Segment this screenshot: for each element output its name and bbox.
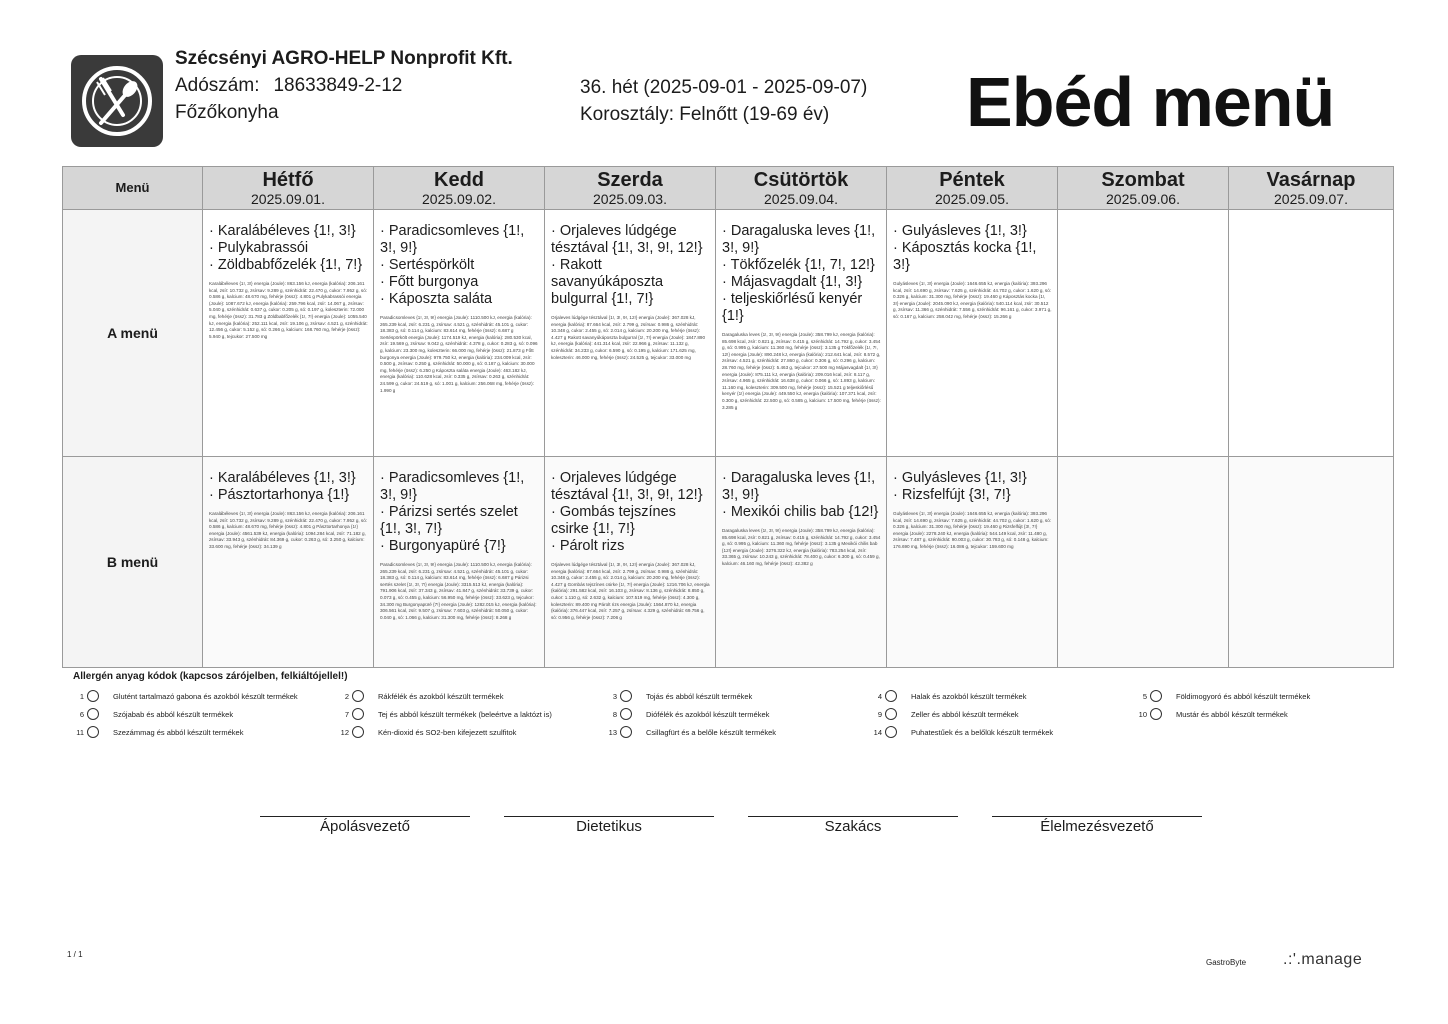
allergen-item: 4 Halak és azokból készült termékek xyxy=(877,692,1027,701)
week-range: 36. hét (2025-09-01 - 2025-09-07) xyxy=(580,77,868,98)
allergen-item: 3 Tojás és abból készült termékek xyxy=(612,692,753,701)
day-date: 2025.09.06. xyxy=(1106,190,1180,207)
menu-cell xyxy=(1229,210,1394,457)
egg-icon xyxy=(620,690,632,702)
allergen-item: 7 Tej és abból készült termékek (beleértve a laktózt is) xyxy=(344,710,552,719)
nutrition-info: Orjaleves lúdgége tésztával {1!, 3!, 9!, 12!} energia (Joule): 367.028 kJ, energia (kalória): 87.664 kcal, zsír: 2.799 g, zsírsav: 0.986 g, szénhidrát: 10.348 g, cukor: 2.455 g, só: 2.014 g, kalcium: 20.200 mg, fehérje (össz): 4.427 g Rakott savanyúkáposzta bulgurral {1!, 7!} energia (Joule): 1847.890 kJ, energia (kalória): 441.314 kcal, zsír: 22.966 g, zsírsav: 11.132 g, szénhidrát: 34.233 g, cukor: 6.590 g, só: 0.195 g, kalcium: 171.625 mg, koleszterin: 46.000 mg, fehérje (össz): 24.525 g, tejcukor: 33.000 mg xyxy=(551,315,705,360)
menu-cell xyxy=(545,210,716,457)
signature-label: Dietetikus xyxy=(576,818,642,835)
allergen-item: 12 Kén-dioxid és SO2-ben kifejezett szulfitok xyxy=(340,728,517,737)
page-number: 1 / 1 xyxy=(67,950,83,959)
menu-cell xyxy=(1229,457,1394,668)
dish-list: · Daragaluska leves {1!, 3!, 9!} · Tökfőzelék {1!, 7!, 12!} · Májasvagdalt {1!, 3!} · teljeskiőrlésű kenyér {1!} xyxy=(722,223,876,324)
menu-cell xyxy=(887,210,1058,457)
dish-list: · Gulyásleves {1!, 3!} · Rizsfelfújt {3!, 7!} xyxy=(893,470,1027,503)
tax-label: Adószám: xyxy=(175,75,260,96)
menu-cell xyxy=(374,210,545,457)
day-date: 2025.09.03. xyxy=(593,190,667,207)
signature-line xyxy=(748,816,958,817)
signature-line xyxy=(504,816,714,817)
nutrition-info: Karalábéleves {1!, 3!} energia (Joule): 863.156 kJ, energia (kalória): 206.161 kcal, zsír: 10.732 g, zsírsav: 9.289 g, szénhidrát: 22.470 g, cukor: 7.952 g, só: 0.586 g, kalcium: 48.670 mg, fehérje (össz): 4.801 g Pulykabrassói energia (Joule): 1087.672 kJ, energia (kalória): 259.796 kcal, zsír: 14.067 g, zsírsav: 5.040 g, szénhidrát: 0.637 g, cukor: 0.205 g, só: 0.197 g, koleszterin: 72.000 mg, fehérje (össz): 31.783 g Zöldbabfőzelék {1!, 7!} energia (Joule): 1055.540 kJ, energia (kalória): 252.111 kcal, zsír: 19.106 g, zsírsav: 4.521 g, szénhidrát: 12.456 g, cukor: 5.152 g, só: 0.266 g, kalcium: 168.760 mg, fehérje (össz): 5.940 g, tejcukor: 27.500 mg xyxy=(209,281,368,339)
signature-label: Szakács xyxy=(824,818,882,835)
wheat-icon xyxy=(87,690,99,702)
sesame-icon xyxy=(87,726,99,738)
company-name: Szécsényi AGRO-HELP Nonprofit Kft. xyxy=(175,48,513,69)
allergen-item: 9 Zeller és abból készült termékek xyxy=(877,710,1019,719)
allergen-item: 5 Földimogyoró és abból készült termékek xyxy=(1142,692,1311,701)
day-header-saturday xyxy=(1058,167,1229,210)
table-header-row xyxy=(63,167,1394,210)
day-name: Hétfő xyxy=(262,168,314,191)
allergen-item: 11 Szezámmag és abból készült termékek xyxy=(76,728,244,737)
nutrition-info: Paradicsomleves {1!, 3!, 9!} energia (Joule): 1110.500 kJ, energia (kalória): 265.239 kcal, zsír: 6.231 g, zsírsav: 4.521 g, szénhidrát: 45.101 g, cukor: 18.383 g, só: 0.114 g, kalcium: 83.614 mg, fehérje (össz): 6.687 g Sertéspörkölt energia (Joule): 1174.519 kJ, energia (kalória): 280.530 kcal, zsír: 19.569 g, zsírsav: 9.042 g, szénhidrát: 4.378 g, cukor: 0.283 g, só: 0.096 g, kalcium: 23.300 mg, koleszterin: 66.000 mg, fehérje (össz): 21.873 g Főtt burgonya energia (Joule): 979.750 kJ, energia (kalória): 234.009 kcal, zsír: 0.500 g, zsírsav: 0.250 g, szénhidrát: 50.000 g, só: 0.187 g, kalcium: 30.000 mg, fehérje (össz): 6.250 g Káposzta saláta energia (Joule): 463.182 kJ, energia (kalória): 110.628 kcal, zsír: 0.335 g, zsírsav: 0.263 g, szénhidrát: 24.599 g, cukor: 24.519 g, só: 1.001 g, kalcium: 256.068 mg, fehérje (össz): 1.990 g xyxy=(380,315,538,393)
day-date: 2025.09.02. xyxy=(422,190,496,207)
nutrition-info: Gulyásleves {1!, 3!} energia (Joule): 1646.655 kJ, energia (kalória): 393.296 kcal, zsír: 14.690 g, zsírsav: 7.625 g, szénhidrát: 44.702 g, cukor: 1.620 g, só: 0.326 g, kalcium: 31.300 mg, fehérje (össz): 19.460 g Káposztás kocka {1!, 3!} energia (Joule): 2045.090 kJ, energia (kalória): 540.114 kcal, zsír: 30.512 g, zsírsav: 11.366 g, szénhidrát: 7.556 g, szénhidrát: 96.161 g, cukor: 3.971 g, só: 0.167 g, kalcium: 258.042 mg, fehérje (össz): 15.266 g xyxy=(893,281,1052,319)
signature-label: Ápolásvezető xyxy=(319,818,411,835)
menu-table xyxy=(62,166,1394,668)
nutrition-info: Paradicsomleves {1!, 3!, 9!} energia (Joule): 1110.500 kJ, energia (kalória): 265.239 kcal, zsír: 6.231 g, zsírsav: 4.521 g, szénhidrát: 45.101 g, cukor: 18.383 g, só: 0.114 g, kalcium: 83.614 mg, fehérje (össz): 6.687 g Párizsi sertés szelet {1!, 3!, 7!} energia (Joule): 3315.513 kJ, energia (kalória): 791.906 kcal, zsír: 37.343 g, zsírsav: 41.847 g, szénhidrát: 33.739 g, cukor: 0.073 g, só: 0.455 g, kalcium: 56.950 mg, fehérje (össz): 33.623 g, tejcukor: 34.300 mg Burgonyapüré {7!} energia (Joule): 1282.015 kJ, energia (kalória): 306.561 kcal, zsír: 9.507 g, zsírsav: 7.603 g, szénhidrát: 50.050 g, cukor: 0.040 g, só: 1.066 g, kalcium: 31.300 mg, fehérje (össz): 8.268 g xyxy=(380,562,537,620)
day-header-thursday xyxy=(716,167,887,210)
nutrition-info: Gulyásleves {1!, 3!} energia (Joule): 1646.655 kJ, energia (kalória): 393.296 kcal, zsír: 14.690 g, zsírsav: 7.625 g, szénhidrát: 44.702 g, cukor: 1.620 g, só: 0.326 g, kalcium: 31.300 mg, fehérje (össz): 19.460 g Rizsfelfújt {3!, 7!} energia (Joule): 2278.240 kJ, energia (kalória): 544.149 kcal, zsír: 11.480 g, zsírsav: 7.487 g, szénhidrát: 90.003 g, cukor: 30.783 g, só: 0.148 g, kalcium: 176.690 mg, fehérje (össz): 16.086 g, tejcukor: 159.600 mg xyxy=(893,511,1052,549)
day-name: Kedd xyxy=(434,168,484,191)
manage-logo: .:'.manage xyxy=(1283,951,1363,968)
day-header-tuesday xyxy=(374,167,545,210)
menu-row-a xyxy=(63,210,1394,457)
nutrition-info: Daragaluska leves {1!, 3!, 9!} energia (Joule): 358.799 kJ, energia (kalória): 85.698 kcal, zsír: 0.821 g, zsírsav: 0.415 g, szénhidrát: 14.792 g, cukor: 3.454 g, só: 0.995 g, kalcium: 11.360 mg, fehérje (össz): 3.135 g Tökfőzelék {1!, 7!, 12!} energia (Joule): 890.248 kJ, energia (kalória): 212.641 kcal, zsír: 8.572 g, zsírsav: 4.521 g, szénhidrát: 27.860 g, cukor: 0.306 g, só: 0.296 g, kalcium: 28.760 mg, fehérje (össz): 5.463 g, tejcukor: 27.500 mg Májasvagdalt {1!, 3!} energia (Joule): 875.111 kJ, energia (kalória): 209.016 kcal, zsír: 8.117 g, zsírsav: 4.965 g, szénhidrát: 16.638 g, cukor: 0.066 g, só: 1.893 g, kalcium: 11.160 mg, koleszterin: 309.500 mg, fehérje (össz): 15.521 g teljeskiőrlésű kenyér {1!} energia (Joule): 449.550 kJ, energia (kalória): 107.371 kcal, zsír: 0.300 g, szénhidrát: 22.500 g, só: 0.585 g, kalcium: 17.500 mg, fehérje (össz): 3.285 g xyxy=(722,332,881,410)
lupin-icon xyxy=(620,726,632,738)
day-header-sunday xyxy=(1229,167,1394,210)
dish-list: · Orjaleves lúdgége tésztával {1!, 3!, 9!, 12!} · Rakott savanyúkáposzta bulgurral {1!, 7!} xyxy=(551,223,703,307)
day-header-friday xyxy=(887,167,1058,210)
menu-cell xyxy=(203,457,374,668)
signature-line xyxy=(992,816,1202,817)
gastrobyte-label: GastroByte xyxy=(1206,958,1247,967)
day-name: Péntek xyxy=(939,168,1005,191)
celery-icon xyxy=(885,708,897,720)
nutrition-info: Daragaluska leves {1!, 3!, 9!} energia (Joule): 358.799 kJ, energia (kalória): 85.698 kcal, zsír: 0.821 g, zsírsav: 0.415 g, szénhidrát: 14.792 g, cukor: 3.454 g, só: 0.995 g, kalcium: 11.360 mg, fehérje (össz): 3.135 g Mexikói chilis bab {12!} energia (Joule): 3276.322 kJ, energia (kalória): 783.254 kcal, zsír: 33.365 g, zsírsav: 10.243 g, szénhidrát: 78.400 g, cukor: 6.300 g, só: 0.459 g, kalcium: 46.160 mg, fehérje (össz): 42.382 g xyxy=(722,528,881,566)
age-group: Korosztály: Felnőtt (19-69 év) xyxy=(580,104,830,125)
day-name: Szombat xyxy=(1101,168,1185,191)
row-label: B menü xyxy=(63,457,203,668)
day-name: Vasárnap xyxy=(1266,168,1356,191)
menu-row-b xyxy=(63,457,1394,668)
day-header-wednesday xyxy=(545,167,716,210)
plate-fork-spoon-icon xyxy=(71,55,163,147)
nutrition-info: Orjaleves lúdgége tésztával {1!, 3!, 9!, 12!} energia (Joule): 367.028 kJ, energia (kalória): 87.664 kcal, zsír: 2.799 g, zsírsav: 0.986 g, szénhidrát: 10.348 g, cukor: 2.455 g, só: 2.014 g, kalcium: 20.200 mg, fehérje (össz): 4.427 g Gombás tejszínes csirke {1!, 7!} energia (Joule): 1216.706 kJ, energia (kalória): 291.582 kcal, zsír: 16.103 g, zsírsav: 8.136 g, szénhidrát: 8.850 g, cukor: 1.110 g, só: 2.632 g, kalcium: 107.519 mg, fehérje (össz): 4.300 g, koleszterin: 89.400 mg Párolt rizs energia (Joule): 1564.870 kJ, energia (kalória): 376.447 kcal, zsír: 7.257 g, zsírsav: 4.329 g, szénhidrát: 69.756 g, só: 0.956 g, fehérje (össz): 7.206 g xyxy=(551,562,710,620)
soybean-icon xyxy=(87,708,99,720)
dish-list: · Karalábéleves {1!, 3!} · Pásztortarhonya {1!} xyxy=(209,470,356,503)
menu-cell xyxy=(1058,210,1229,457)
crab-icon xyxy=(352,690,364,702)
menu-cell xyxy=(545,457,716,668)
menu-column-header: Menü xyxy=(63,167,203,210)
dish-list: · Daragaluska leves {1!, 3!, 9!} · Mexikói chilis bab {12!} xyxy=(722,470,879,520)
menu-cell xyxy=(887,457,1058,668)
signature-line xyxy=(260,816,470,817)
nutrition-info: Karalábéleves {1!, 3!} energia (Joule): 863.156 kJ, energia (kalória): 206.161 kcal, zsír: 10.732 g, zsírsav: 9.289 g, szénhidrát: 22.470 g, cukor: 7.952 g, só: 0.586 g, kalcium: 48.670 mg, fehérje (össz): 4.801 g Pásztortarhonya {1!} energia (Joule): 4561.539 kJ, energia (kalória): 1094.284 kcal, zsír: 71.182 g, zsírsav: 33.943 g, szénhidrát: 84.369 g, cukor: 0.263 g, só: 3.250 g, kalcium: 33.600 mg, fehérje (össz): 34.139 g xyxy=(209,511,368,549)
nut-icon xyxy=(620,708,632,720)
row-label: A menü xyxy=(63,210,203,457)
tax-value: 18633849-2-12 xyxy=(273,75,403,96)
day-name: Csütörtök xyxy=(753,168,849,191)
menu-cell xyxy=(1058,457,1229,668)
allergen-item: 10 Mustár és abból készült termékek xyxy=(1138,710,1288,719)
tax-number xyxy=(175,75,402,97)
day-date: 2025.09.07. xyxy=(1274,190,1348,207)
fish-icon xyxy=(885,690,897,702)
menu-cell xyxy=(716,457,887,668)
day-name: Szerda xyxy=(597,168,663,191)
allergen-item: 2 Rákfélék és azokból készült termékek xyxy=(344,692,504,701)
page-title: Ebéd menü xyxy=(966,63,1335,141)
dish-list: · Paradicsomleves {1!, 3!, 9!} · Sertéspörkölt · Főtt burgonya · Káposzta saláta xyxy=(380,223,525,307)
allergen-item: 13 Csillagfürt és a belőle készült termékek xyxy=(608,728,777,737)
milk-icon xyxy=(352,708,364,720)
day-date: 2025.09.04. xyxy=(764,190,838,207)
day-date: 2025.09.01. xyxy=(251,190,325,207)
allergen-item: 14 Puhatestűek és a belőlük készült termékek xyxy=(873,728,1054,737)
dish-list: · Gulyásleves {1!, 3!} · Káposztás kocka {1!, 3!} xyxy=(893,223,1037,273)
dish-list: · Orjaleves lúdgége tésztával {1!, 3!, 9!, 12!} · Gombás tejszínes csirke {1!, 7!} · Párolt rizs xyxy=(551,470,703,554)
peanut-icon xyxy=(1150,690,1162,702)
allergen-item: 1 Glutént tartalmazó gabona és azokból készült termékek xyxy=(79,692,298,701)
menu-cell xyxy=(716,210,887,457)
allergen-item: 8 Diófélék és azokból készült termékek xyxy=(612,710,770,719)
sulphite-icon xyxy=(352,726,364,738)
menu-cell xyxy=(203,210,374,457)
allergen-item: 6 Szójabab és abból készült termékek xyxy=(79,710,234,719)
dish-list: · Paradicsomleves {1!, 3!, 9!} · Párizsi sertés szelet {1!, 3!, 7!} · Burgonyapüré {7!} xyxy=(380,470,525,554)
signature-label: Élelmezésvezető xyxy=(1040,818,1154,835)
allergen-title: Allergén anyag kódok (kapcsos zárójelben, felkiáltójellel!) xyxy=(73,671,348,682)
day-date: 2025.09.05. xyxy=(935,190,1009,207)
menu-cell xyxy=(374,457,545,668)
kitchen-name: Főzőkonyha xyxy=(175,102,279,123)
mollusc-icon xyxy=(885,726,897,738)
dish-list: · Karalábéleves {1!, 3!} · Pulykabrassói · Zöldbabfőzelék {1!, 7!} xyxy=(209,223,363,273)
mustard-icon xyxy=(1150,708,1162,720)
day-header-monday xyxy=(203,167,374,210)
logo xyxy=(71,55,163,147)
